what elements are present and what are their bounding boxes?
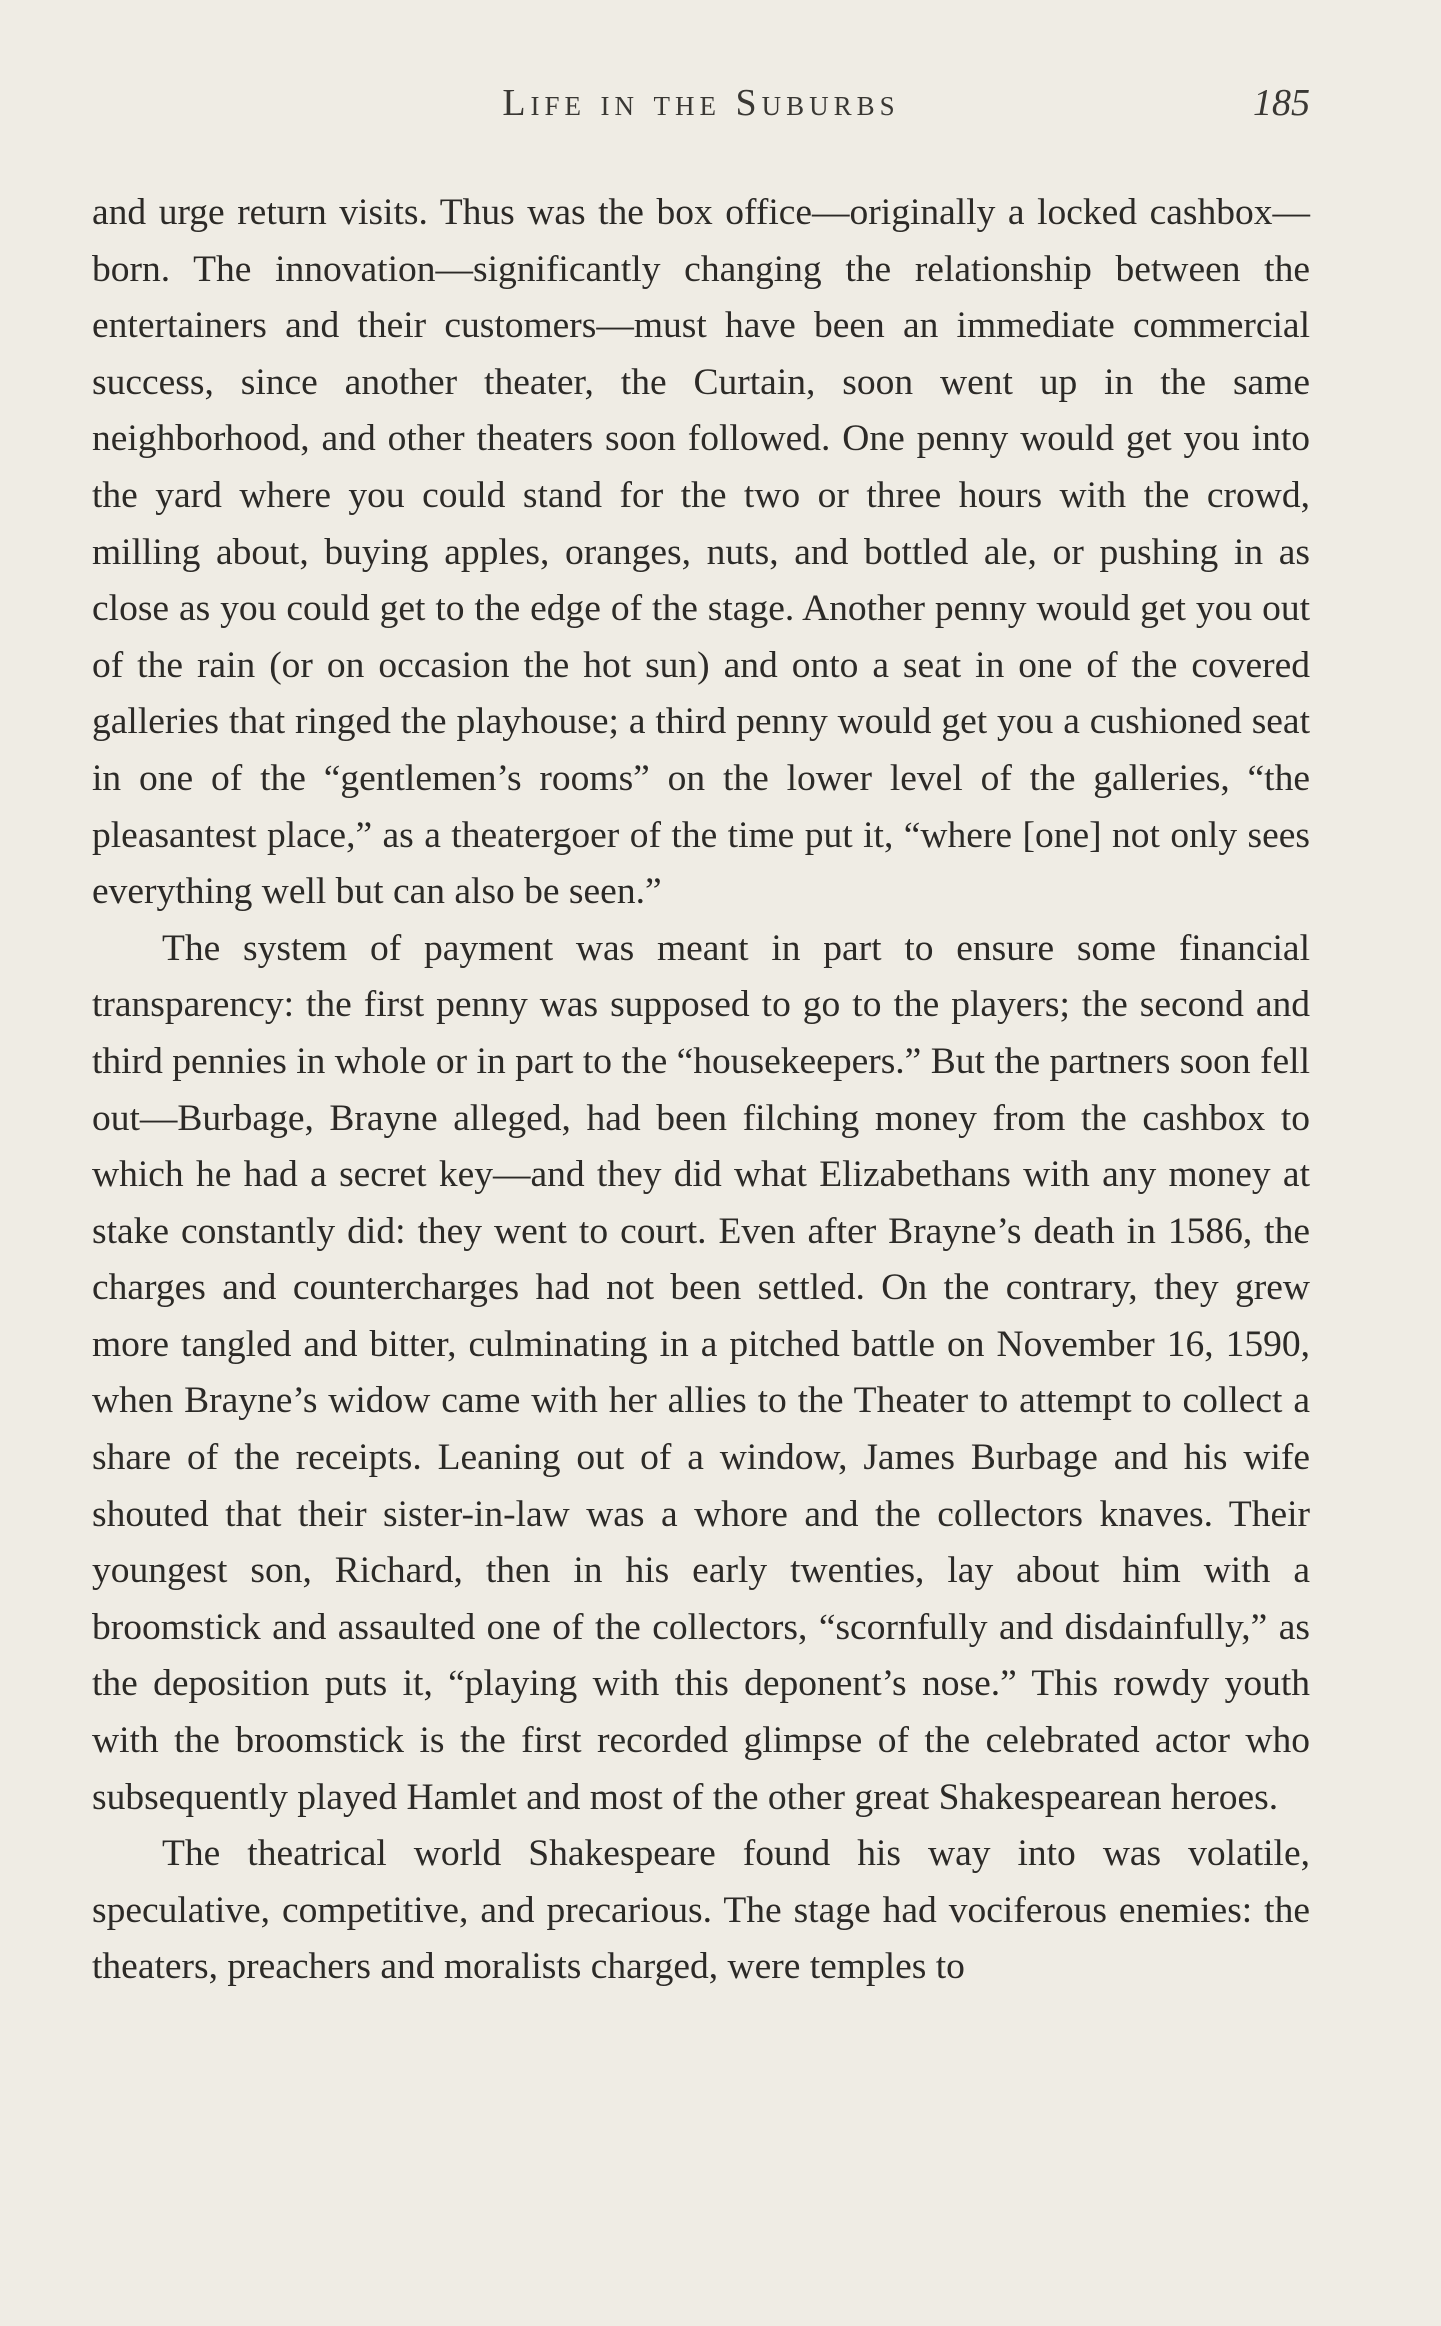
body-text	[92, 185, 1310, 1996]
paragraph-2: The system of payment was meant in part to ensure some financial transparency: the first penny was supposed to go to the players; the second and third pennies in whole or in part to the “housekeepers.” But the partners soon fell out—Burbage, Brayne alleged, had been filching money from the cashbox to which he had a secret key—and they did what Elizabethans with any money at stake constantly did: they went to court. Even after Brayne’s death in 1586, the charges and countercharges had not been settled. On the contrary, they grew more tangled and bitter, culminating in a pitched battle on November 16, 1590, when Brayne’s widow came with her allies to the Theater to attempt to collect a share of the receipts. Leaning out of a window, James Burbage and his wife shouted that their sister-in-law was a whore and the collectors knaves. Their youngest son, Richard, then in his early twenties, lay about him with a broomstick and assaulted one of the collectors, “scornfully and disdainfully,” as the deposition puts it, “playing with this deponent’s nose.” This rowdy youth with the broomstick is the first recorded glimpse of the celebrated actor who subsequently played Hamlet and most of the other great Shakespearean heroes.	[92, 927, 1310, 1818]
paragraph-1: and urge return visits. Thus was the box office—originally a locked cashbox—born. The innovation—significantly changing the relationship between the entertainers and their customers—must have been an immediate commercial success, since another theater, the Curtain, soon went up in the same neighborhood, and other theaters soon followed. One penny would get you into the yard where you could stand for the two or three hours with the crowd, milling about, buying apples, oranges, nuts, and bottled ale, or pushing in as close as you could get to the edge of the stage. Another penny would get you out of the rain (or on occasion the hot sun) and onto a seat in one of the covered galleries that ringed the playhouse; a third penny would get you a cushioned seat in one of the “gentlemen’s rooms” on the lower level of the galleries, “the pleasantest place,” as a theatergoer of the time put it, “where [one] not only sees everything well but can also be seen.”	[92, 192, 1310, 913]
running-title: Life in the Suburbs	[502, 82, 900, 124]
paragraph-3: The theatrical world Shakespeare found his way into was volatile, speculative, competitive, and precarious. The stage had vociferous enemies: the theaters, preachers and moralists charged, were temples to	[92, 1833, 1310, 1988]
page-number: 185	[1253, 82, 1310, 124]
running-head	[92, 78, 1310, 128]
